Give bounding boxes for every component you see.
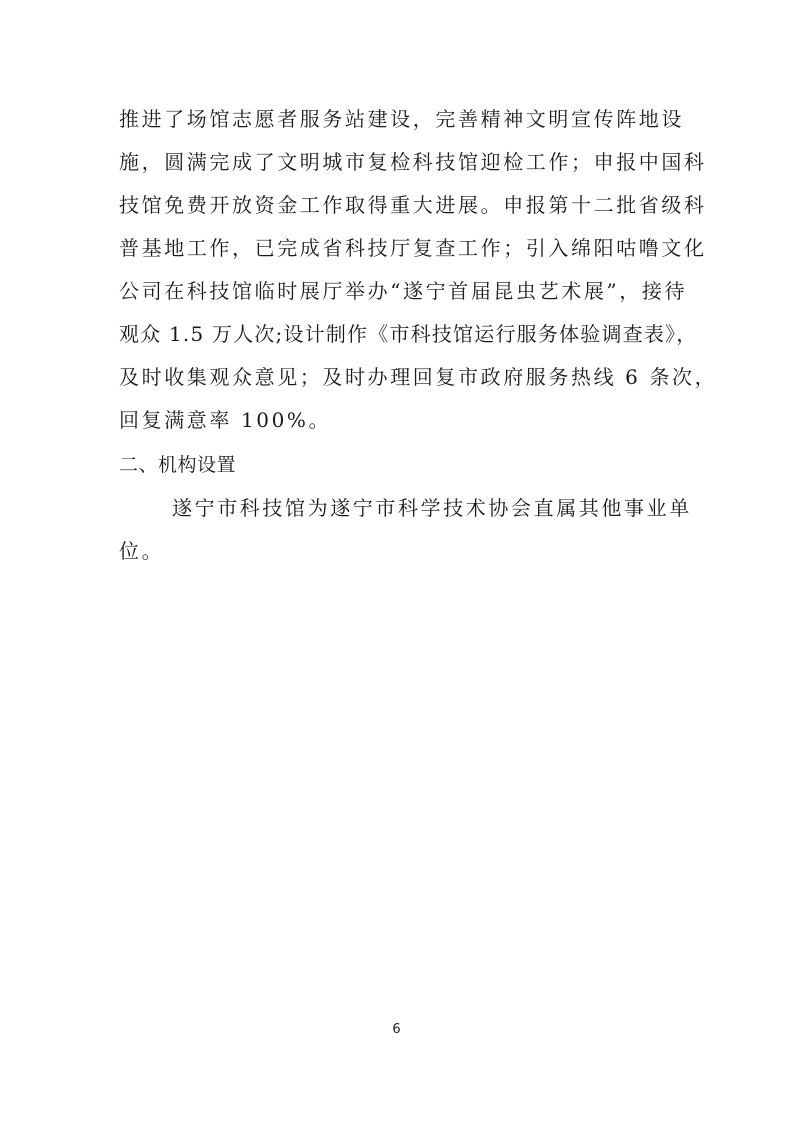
- paragraph-line: 推进了场馆志愿者服务站建设，完善精神文明宣传阵地设: [119, 107, 684, 131]
- paragraph-line: 及时收集观众意见；及时办理回复市政府服务热线 6 条次，: [119, 365, 718, 389]
- paragraph-line: 观众 1.5 万人次;设计制作《市科技馆运行服务体验调查表》，: [119, 322, 698, 346]
- paragraph-line: 回复满意率 100%。: [119, 408, 332, 432]
- page-number: 6: [392, 1022, 401, 1037]
- paragraph-line: 普基地工作，已完成省科技厅复查工作；引入绵阳咕噜文化: [119, 236, 707, 260]
- paragraph-line: 技馆免费开放资金工作取得重大进展。申报第十二批省级科: [119, 193, 707, 217]
- paragraph-line: 公司在科技馆临时展厅举办“遂宁首届昆虫艺术展”，接待: [119, 279, 688, 303]
- section-heading: 二、机构设置: [119, 454, 237, 476]
- paragraph-line: 位。: [119, 539, 165, 563]
- paragraph-line: 遂宁市科技馆为遂宁市科学技术协会直属其他事业单: [172, 496, 692, 520]
- paragraph-line: 施，圆满完成了文明城市复检科技馆迎检工作；申报中国科: [119, 150, 707, 174]
